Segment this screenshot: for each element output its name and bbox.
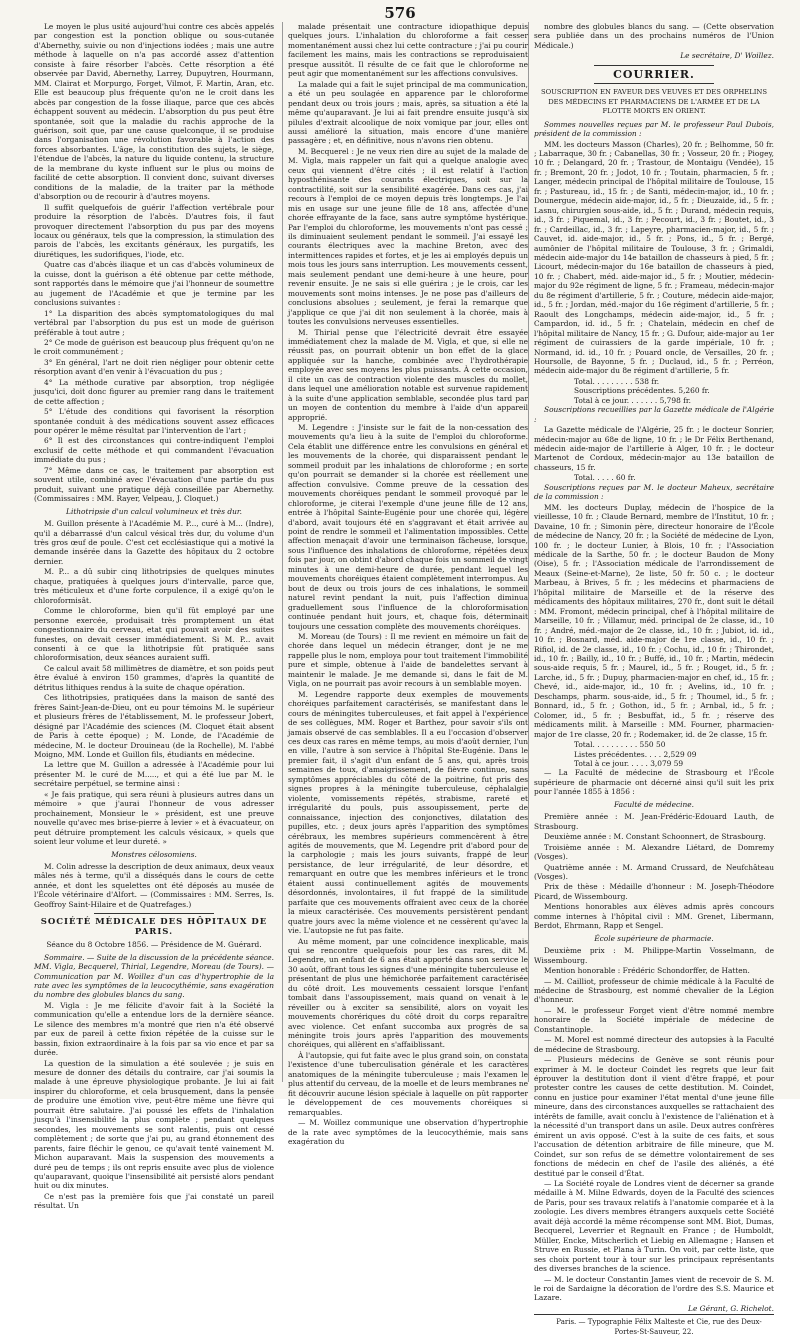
running-total: Total à ce jour. . . . . . . 5,798 fr. [574,395,691,405]
donor-list: MM. les docteurs Masson (Charles), 20 fr. ; Belhomme, 50 fr. ; Labarraque, 30 fr. ; Cabanellas, 30 fr. ; Vosseur, 20 fr. ; Piogey, 10 fr. ; Delangard, 20 fr. ; Trastour, de Montaigu (Vendée), 15 fr. ; Bremont, 20 fr. ; Jodot, 10 fr. ; Toutain, pharmacien, 5 fr. ; Langer, médecin principal de l'hôpital militaire de Toulouse, 15 fr. ; Pastureau, id., 15 fr. ; de Santi, médecin-major, id., 10 fr. ; Dounergue, médecin aide-major, id., 5 fr. ; Dieuzaide, id., 5 fr. ; Lasnu, chirurgien sous-aide, id., 5 fr. ; Durand, médecin requis, id., 3 fr. ; Piquemal, id., 3 fr. ; Pecourt, id., 3 fr. ; Boutet, id., 3 fr. ; Cardeillac, id., 3 fr. ; Lapeyre, pharmacien-major, id., 5 fr. ; Cauvet, id. aide-major, id., 5 fr. ; Pons, id., 5 fr. ; Bergé, aumônier de l'hôpital militaire de Toulouse, 3 fr. ; Grimaldi, médecin aide-major du 14e bataillon de chasseurs à pied, 5 fr. ; Licourt, médecin-major du 16e bataillon de chasseurs à pied, 10 fr. ; Chabert, méd. aide-major id., 5 fr. ; Moutier, médecin-major du 92e régiment de ligne, 5 fr. ; Frameau, médecin-major du 8e régiment d'artillerie, 5 fr. ; Couture, médecin aide-major, id., 5 fr. ; Jordan, méd.-major du 16e régiment d'artillerie, 5 fr. ; Raoult des Longchamps, médecin aide-major, id., 5 fr. ; Campardon, id. id., 5 fr. ; Chatelain, médecin en chef de l'hôpital militaire de Nancy, 15 fr. ; G. Dufour, aide-major au 1er régiment de cuirassiers de la garde impériale, 10 fr. ; Normand, id. id., 10 fr. ; Pouard oncle, de Versailles, 20 fr. ; Hoursolle, de Bayonne, 5 fr. ; Duclaud, id., 5 fr. ; Perréon, médecin aide-major du 8e régiment d'artillerie, 5 fr. [534,139,774,376]
news-item: — M. Morel est nommé directeur des autopsies à la Faculté de médecine de Strasbourg. [534,1035,774,1054]
paragraph: M. Colin adresse la description de deux animaux, deux veaux mâles nés à terme, qu'il a disséqués dans le cours de cette année, et dont les squelettes ont été déposés au musée de l'École vétérinaire d'Alfort. — (Commissaires : MM. Serres, Is. Geoffroy Saint-Hilaire et de Quatrefages.) [34,861,274,909]
conclusion-item: 1° La disparition des abcès symptomatologiques du mal vertébral par l'absorption du pus est un mode de guérison préférable à tout autre ; [34,308,274,337]
paragraph: Comme le chloroforme, bien qu'il fût employé par une personne exercée, produisait très promptement un état congestionnaire du cerveau, etat qui pouvait avoir des suites funestes, on devait cesser immédiatement. Si M. P... avait consenti à ce que la lithotripsie fût pratiquée sans chloroformisation, deux séances auraient suffi. [34,606,274,663]
paragraph: M. Legendre : J'insiste sur le fait de la non-cessation des mouvements qu'a lieu à la suite de l'emploi du chloroforme. Cela établit une différence entre les convulsions en général et les mouvements de la chorée, qui disparaissent pendant le sommeil produit par les inhalations de chloroforme ; en sorte qu'on pourrait se demander si la chorée est réellement une affection convulsive. Comme preuve de la cessation des mouvements choréiques pendant le sommeil provoqué par le chloroforme, je citerai l'exemple d'une jeune fille de 12 ans, entrée à l'hôpital Sainte-Eugénie pour une chorée qui, légère d'abord, avait toujours été en s'aggravant et était arrivée au point de rendre le sommeil et l'alimentation impossibles. Cette affection menaçait d'avoir une terminaison fâcheuse, lorsque, sous l'influence des inhalations de chloroforme, répétées deux fois par jour, on obtint d'abord chaque fois un sommeil de vingt minutes à une demi-heure de durée, pendant lequel les mouvements choréiques étaient complètement interrompus. Au bout de deux ou trois jours de ces inhalations, le sommeil naturel revint pendant la nuit, puis l'affection diminua graduellement sous l'influence de la chloroformisation continuée pendant huit jours, et, chaque fois, déterminait toujours une cessation complète des mouvements choréiques. [288,423,528,631]
paragraph: M. Guillon présente à l'Académie M. P..., curé à M... (Indre), qu'il a débarrassé d'un calcul vésical très dur, du volume d'un très gros œuf de poule. C'est cet ecclésiastique qui a motivé la demande insérée dans la Gazette des hôpitaux du 2 octobre dernier. [34,519,274,566]
column-divider [282,22,283,1082]
session-subtitle: Séance du 8 Octobre 1856. — Présidence de M. Guérard. [46,940,262,950]
news-item: — Plusieurs médecins de Genève se sont réunis pour exprimer à M. le docteur Coindet les regrets que leur fait éprouver la destitution dont il vient d'être frappé, et pour protester contre les causes de cette destitution. M. Coindet, connu en justice pour examiner l'état mental d'une jeune fille mineure, dans des circonstances auxquelles se rattachaient des intérêts de famille, avait conclu à l'existence de l'aliénation et à la nécessité d'un transport dans un asile. Deux autres confrères émirent un avis opposé. C'est à la suite de ces faits, et sous l'accusation de détention arbitraire de fille mineure, que M. Coindet, sur son refus de se démettre volontairement de ses fonctions de médecin en chef de l'asile des aliénés, a été destitué par le conseil d'État. [534,1055,774,1178]
paragraph: Il suffit quelquefois de guérir l'affection vertébrale pour produire la résorption de l'abcès. D'autres fois, il faut provoquer directement l'absorption du pus par des moyens locaux ou généraux, tels que la compression, la stimulation des parois de l'abcès, les excitants généraux, les purgatifs, les diurétiques, les sudorifiques, l'iode, etc. [34,202,274,259]
column-middle [288,22,528,1147]
prize-line: Quatrième année : M. Armand Crussard, de Neufchâteau (Vosges). [534,862,774,881]
subscription-title: SOUSCRIPTION EN FAVEUR DES VEUVES ET DES ORPHELINS DES MÉDECINS ET PHARMACIENS DE L'ARMÉE ET DE LA FLOTTE MORTS EN ORIENT. [540,88,768,116]
prize-line: Deuxième année : M. Constant Schoonnert, de Strasbourg. [544,832,766,842]
paragraph: La question de la simulation a été soulevée ; je suis en mesure de donner des détails du contraire, car j'ai soumis la malade à une épreuve physiologique probante. Je lui ai fait inspirer du chloroforme, et cela brusquement, dans la pensée de produire une émotion vive, peut-être même une fièvre qui pourrait être salutaire. J'ai poussé les effets de l'inhalation jusqu'à l'insensibilité la plus complète ; pendant quelques secondes, les mouvements se sont ralentis, puis ont cessé complètement ; de sorte que j'ai pu, au grand étonnement des parents, faire fléchir le genou, ce qu'avait tenté vainement M. Michon auparavant. Mais la suspension des mouvements a duré peu de temps ; ils ont repris ensuite avec plus de violence qu'auparavant, quoique l'insensibilité ait persisté alors pendant huit ou dix minutes. [34,1058,274,1191]
paragraph: nombre des globules blancs du sang. — (Cette observation sera publiée dans un des prochains numéros de l'Union Médicale.) [534,22,774,50]
prize-line: Prix de thèse : Médaille d'honneur : M. Joseph-Théodore Picard, de Wissembourg. [534,882,774,901]
printer-imprint: Paris. — Typographie Félix Malteste et Cie, rue des Deux-Portes-St-Sauveur, 22. [534,1314,774,1337]
news-item: — M. Cailliot, professeur de chimie médicale à la Faculté de médecine de Strasbourg, est nommé chevalier de la Légion d'honneur. [534,976,774,1005]
signature: Le secrétaire, D' Woillez. [680,51,774,61]
subheading: École supérieure de pharmacie. [594,933,714,943]
donor-list: MM. les docteurs Duplay, médecin de l'hospice de la vieillesse, 10 fr. ; Claude Bernard, membre de l'Institut, 10 fr. ; Davaine, 10 fr. ; Simonin père, directeur honoraire de l'École de médecine de Nancy, 20 fr. ; la Société de médecine de Lyon, 100 fr. ; le docteur Lunier, à Blois, 10 fr. ; l'Association médicale de la Sarthe, 50 fr. ; le docteur Baudon de Mony (Oise), 5 fr. ; l'Association médicale de l'arrondissement de Meaux (Seine-et-Marne), 2e liste, 50 fr. 50 c. ; le docteur Marbeau, à Brives, 5 fr. ; les médecins et pharmaciens de l'hôpital militaire de Marseille et de la réserve des médicaments des hôpitaux militaires, 270 fr., dont suit le détail : MM. Fromont, médecin principal, chef à l'hôpital militaire de Marseille, 10 fr. ; Villamur, méd. principal de 2e classe, id., 10 fr. ; André, méd.-major de 2e classe, id., 10 fr. ; Jubiot, id. id., 10 fr. ; Bosnard, méd. aide-major de 1re classe, id., 10 fr. ; Rifiol, id. de 2e classe, id., 10 fr. ; Cochu, id., 10 fr. ; Thirondet, id., 10 fr. ; Bailly, id., 10 fr. ; Buffé, id., 10 fr. ; Martin, médecin sous-aide requis, 5 fr. ; Maurel, id., 5 fr. ; Rouget, id., 5 fr. ; Larche, id., 5 fr. ; Dupuy, pharmacien-major en chef, id., 15 fr. ; Chevé, id., aide-major, id., 10 fr. ; Avelins, id., 10 fr. ; Deschamps, pharm. sous-aide, id., 5 fr. ; Thoumel, id., 5 fr. ; Bonnard, id., 5 fr. ; Gothon, id., 5 fr. ; Arnbal, id., 5 fr. ; Colomer, id., 5 fr. ; Besbuffat, id., 5 fr. ; réserve des médicaments milit. à Marseille : MM. Fourner, pharmacien-major de 1re classe, 20 fr. ; Rodemaker, id. de 2e classe, 15 fr. [534,502,774,739]
conclusion-item: 4° La méthode curative par absorption, trop négligée jusqu'ici, doit donc figurer au premier rang dans le traitement de cette affection ; [34,377,274,406]
manager-signature: Le Gérant, G. Richelot. [688,1303,774,1313]
paragraph: Quatre cas d'abcès iliaque et un cas d'abcès volumineux de la cuisse, dont la guérison a été obtenue par cette méthode, sont rapportés dans le mémoire que j'ai l'honneur de soumettre au jugement de l'Académie et que je termine par les conclusions suivantes : [34,260,274,308]
running-total: Total à ce jour. . . . . 3,079 59 [574,758,684,768]
paragraph: La malade qui a fait le sujet principal de ma communication, a été un peu soulagée en apparence par le chloroforme pendant deux ou trois jours ; mais, après, sa situation a été la même qu'auparavant. Je lui ai fait prendre ensuite jusqu'à six pilules d'extrait alcoolique de noix vomique par jour, elles ont aussi amélioré la situation, mais encore d'une manière passagère ; et, en définitive, nous n'avons rien obtenu. [288,79,528,146]
paragraph: malade présentait une contracture idiopathique depuis quelques jours. L'inhalation du chloroforme a fait cesser momentanément aussi chez lui cette contracture ; j'ai pu courir facilement les mains, mais les contractions se reproduisaient presque aussitôt. Il résulte de ce fait que le chloroforme ne peut agir que momentanément sur les affections convulsives. [288,22,528,79]
total-line: Total. . . . . . . . . . 550 50 [574,740,666,750]
paragraph: Le moyen le plus usité aujourd'hui contre ces abcès appelés par congestion est la ponction oblique ou sous-cutanée d'Abernethy, suivie ou non d'injections iodées ; mais une autre méthode à laquelle on n'a pas accordé assez d'attention consiste à faire résorber l'abcès. Cette résorption a été observée par David, Abernethy, Larrey, Dupuytren, Hourmann, MM. Clairat et Morpurgo, Forget, Vilmot, F. Martin, Aran, etc. Elle est beaucoup plus fréquente qu'on ne le croit dans les abcès par congestion de la fosse iliaque, parce que ces abcès échappent souvent au médecin. L'absorption du pus peut être spontanée, soit que la maladie du rachis approche de la guérison, soit que, par une cause quelconque, il se produise dans l'organisation une révolution favorable à l'action des forces absorbantes. L'âge, la constitution des sujets, le siège, l'étendue de l'abcès, la nature du liquide contenu, la structure de la membrane du kyste influent sur le plus ou moins de facilité de cette absorption. Il convient donc, suivant diverses conditions de la maladie, de la traiter par la méthode d'absorption ou de recourir à d'autres moyens. [34,22,274,202]
column-left [34,22,274,1212]
previous-total: Souscriptions précédentes. 5,260 fr. [574,386,710,396]
paragraph: M. P... a dû subir cinq lithotripsies de quelques minutes chaque, pratiquées à quelques jours d'intervalle, parce que, très méticuleux et d'une forte corpulence, il a exigé qu'on le chloroformisât. [34,567,274,605]
paragraph: La lettre que M. Guillon a adressée à l'Académie pour lui présenter M. le curé de M....., et qui a été lue par M. le secrétaire perpétuel, se termine ainsi : [34,760,274,789]
donor-list: La Gazette médicale de l'Algérie, 25 fr. ; le docteur Sonrier, médecin-major au 68e de ligne, 10 fr. ; le Dr Félix Berthenand, médecin aide-major de l'artillerie à Alger, 10 fr. ; le docteur Martenot de Cordoux, médecin-major au 13e bataillon de chasseurs, 15 fr. [534,425,774,472]
prize-line: Deuxième prix : M. Philippe-Martin Vosselmann, de Wissembourg. [534,946,774,965]
list-heading: Souscriptions reçues par M. le docteur Maheux, secrétaire de la commission : [534,482,774,502]
list-heading: Souscriptions recueillies par la Gazette médicale de l'Algérie : [534,405,774,424]
list-heading: Sommes nouvelles reçues par M. le professeur Paul Dubois, président de la commission : [534,119,774,139]
paragraph: Au même moment, par une coïncidence inexplicable, mais qui se rencontre quelquefois pour les cas rares, dit M. Legendre, un enfant de 6 ans était apporté dans son service le 30 août, offrant tous les signes d'une méningite tuberculeuse et présentant de plus une hémichorée parfaitement caractérisée du côté droit. Les mouvements cessaient lorsque l'enfant tombait dans l'assoupissement, mais quand on venait à le réveiller ou à exciter sa sensibilité, alors on voyait les mouvements chorériques du côté droit du corps reparaître avec violence. Cet enfant succomba aux progrès de sa méningite trois jours après l'apparition des mouvements choréiques, qui allèrent en s'affaiblissant. [288,936,528,1050]
summary: Sommaire. — Suite de la discussion de la précédente séance. MM. Vigla, Becquerel, Thirial, Legendre, Moreau (de Tours). — Communication par M. Woillez d'un cas d'hypertrophie de la rate avec les symptômes de la leucocythémie, sans exagération du nombre des globules blancs du sang. [34,952,274,1000]
prize-line: Mentions honorables aux élèves admis après concours comme internes à l'hôpital civil : MM. Grenet, Libermann, Berdot, Ehrmann, Rapp et Sengel. [534,902,774,931]
previous-total: Listes précédentes. . . . 2,529 09 [574,749,697,759]
news-item: — M. le professeur Forget vient d'être nommé membre honoraire de la Société impériale de médecine de Constantinople. [534,1005,774,1034]
divider [94,913,214,914]
paragraph: Ce calcul avait 58 millimètres de diamètre, et son poids peut être évalué à environ 150 grammes, d'après la quantité de détritus lithiques rendus à la suite de chaque opération. [34,663,274,692]
paragraph: M. Vigla : Je me félicite d'avoir fait à la Société la communication qu'elle a entendue lors de la dernière séance. Le silence des membres m'a montré que rien n'a été observé par eux de pareil à cette fixion répétée de la cuisse sur le bassin, fixion extraordinaire à la fois par sa vio ence et par sa durée. [34,1000,274,1058]
conclusion-item: 3° En général, l'art ne doit rien négliger pour obtenir cette résorption avant d'en venir à l'évacuation du pus ; [34,357,274,377]
paragraph: M. Legendre rapporte deux exemples de mouvements choréiques parfaitement caractérisés, se manifestant dans le cours de méningites tuberculeuses, et fait appel à l'expérience de ses collègues, MM. Roger et Barthez, pour savoir s'ils ont jamais observé de cas semblables. Il a eu l'occasion d'observer ces deux cas rares en même temps, au mois d'août dernier, l'un en ville, l'autre à son service à l'hôpital Ste-Eugénie. Dans le premier fait, il s'agit d'un enfant de 5 ans, qui, après trois semaines de toux, d'amaigrissement, de fièvre continue, sans symptômes appréciables du côté de la poitrine, fut pris des signes propres à la méningite tuberculeuse, céphalalgie violente, vomissements répétés, strabisme, rareté et irrégularité du pouls, puis assoupissement, perte de connaissance, injection des conjonctives, dilatation des pupilles, etc. ; deux jours après l'apparition des symptômes cérébraux, les membres supérieurs commencèrent à être agités de mouvements, que M. Legendre prit d'abord pour de la carphologie ; mais les jours suivants, frappé de leur persistance, de leur irrégularité, de leur désordre, et remarquant en outre que les membres inférieurs et le tronc étaient aussi continuellement agités de mouvements désordonnés, involontaires, il fut frappé de la similitude parfaite que ces mouvements offraient avec ceux de la chorée la mieux caractérisée. Ces mouvements persistèrent pendant quatre jours avec la même violence et ne cessèrent qu'avec la vie. L'autopsie ne fut pas faite. [288,689,528,936]
paragraph: — La Faculté de médecine de Strasbourg et l'École supérieure de pharmacie ont décerné ainsi qu'il suit les prix pour l'année 1855 à 1856 : [534,768,774,797]
news-item: — La Société royale de Londres vient de décerner sa grande médaille à M. Milne Edwards, doyen de la Faculté des sciences de Paris, pour ses travaux relatifs à l'anatomie comparée et à la zoologie. Les divers membres étrangers auxquels cette Société avait déjà accordé la même récompense sont MM. Biot, Dumas, Becquerel, Leverrier et Regnault en France ; de Humboldt, Müller, Encke, Mitscherlich et Liebig en Allemagne ; Hansen et Struve en Russie, et Plana à Turin. On voit, par cette liste, que ses choix portent tour à tour sur les principaux représentants des diverses branches de la science. [534,1179,774,1274]
paragraph: M. Moreau (de Tours) : Il me revient en mémoire un fait de chorée dans lequel un médecin étranger, dont je ne me rappelle plus le nom, employa pour tout traitement l'immobilité pure et simple, obtenue à l'aide de bandelettes servant à maintenir le malade. Je me demande si, dans le fait de M. Vigla, on ne pourrait pas avoir recours à un semblable moyen. [288,632,528,689]
conclusion-item: 6° Il est des circonstances qui contre-indiquent l'emploi exclusif de cette méthode et qui commandent l'évacuation immédiate du pus ; [34,436,274,465]
paragraph: — M. Woillez communique une observation d'hypertrophie de la rate avec symptômes de la leucocythémie, mais sans exagération du [288,1118,528,1147]
conclusion-item: 2° Ce mode de guérison est beaucoup plus fréquent qu'on ne le croit communément ; [34,337,274,357]
news-item: — M. le docteur Constantin James vient de recevoir de S. M. le roi de Sardaigne la décoration de l'ordre des S.S. Maurice et Lazare. [534,1274,774,1303]
prize-line: Troisième année : M. Alexandre Liétard, de Domremy (Vosges). [534,842,774,862]
prize-line: Première année : M. Jean-Frédéric-Edouard Lauth, de Strasbourg. [534,812,774,831]
page-number: 576 [384,4,416,22]
paragraph: Ces lithotripsies, pratiquées dans la maison de santé des frères Saint-Jean-de-Dieu, ont eu pour témoins M. le supérieur et plusieurs frères de l'établissement, M. le professeur Jobert, désigné par l'Académie des sciences (M. Cloquet était absent de Paris à cette époque) ; M. Londe, de l'Académie de médecine, M. le docteur Drouineau (de la Rochelle), M. l'abbé Moigno, MM. Londe et Guillon fils, étudiants en médecine. [34,693,274,759]
paragraph: À l'autopsie, qui fut faite avec le plus grand soin, on constata l'existence d'une tuberculisation générale et les caractères anatomiques de la méningite tuberculeuse ; mais l'examen le plus attentif du cerveau, de la moelle et de leurs membranes ne fit découvrir aucune lésion spéciale à laquelle on pût rapporter le développement de ces mouvements choréiques si remarquables. [288,1050,528,1117]
subheading: Faculté de médecine. [614,799,694,809]
paragraph: M. Thirial pense que l'électricité devrait être essayée immédiatement chez la malade de M. Vigla, et que, si elle ne réussit pas, on pourrait obtenir un bon effet de la glace appliquée sur la hanche, combinée avec l'hydrothérapie employée avec ses moyens les plus puissants. À cette occasion, il cite un cas de contraction violente des muscles du mollet, dans lequel une amélioration notable est survenue rapidement à la suite d'une application semblable, secondée plus tard par un moyen de contention du membre à l'aide d'un appareil approprié. [288,327,528,422]
courrier-heading: COURRIER. [613,67,695,81]
total-line: Total. . . . . 60 fr. [574,473,636,483]
prize-line: Mention honorable : Frédéric Schondorffer, de Hatten. [544,966,750,976]
conclusion-item: 5° L'étude des conditions qui favorisent la résorption spontanée conduit à des médications souvent assez efficaces pour opérer le même résultat par l'intervention de l'art ; [34,407,274,436]
divider [594,83,714,84]
divider [594,65,714,66]
section-heading: Lithotripsie d'un calcul volumineux et très dur. [66,506,242,516]
society-title: SOCIÉTÉ MÉDICALE DES HÔPITAUX DE PARIS. [40,917,268,937]
paragraph: M. Becquerel : Je ne veux rien dire au sujet de la malade de M. Vigla, mais rappeler un fait qui a quelque analogie avec ceux qui viennent d'être cités ; il est relatif à l'action hyposthénisante des courants électriques, soit sur la contractilité, soit sur la sensibilité exagérée. Dans ces cas, j'ai recours à l'emploi de ce moyen depuis très longtemps. Je l'ai mis en usage sur une jeune fille de 18 ans, affectée d'une chorée effrayante de la face, sans autre symptôme hystérique. Par l'emploi du chloroforme, les mouvements n'ont pas cessé ; ils diminuaient seulement pendant le sommeil. J'ai essayé les courants électriques avec la machine Breton, avec des intermittences rapides et fortes, et je les ai employés depuis un mois tous les jours sans interruption. Les mouvements cessent, mais seulement pendant une demi-heure à une heure, pour revenir ensuite. Je ne sais si elle guérira ; je le crois, car les mouvements sont moins intenses. Je ne pose pas d'ailleurs de conclusions absolues ; seulement, je ferai la remarque que j'applique ce que j'ai dit non seulement à la chorée, mais à toutes les convulsions nerveuses essentielles. [288,146,528,327]
section-heading: Monstres célosomiens. [111,849,197,859]
column-right [534,22,774,1338]
quotation: « Je fais pratique, qui sera réuni à plusieurs autres dans un mémoire » que j'aurai l'honneur de vous adresser prochainement, Monsieur le » président, est une preuve nouvelle qu'avec mes brise-pierre à levier » et à évacuateur, on peut détruire promptement les calculs vésicaux, » quels que soient leur volume et leur dureté. » [34,789,274,847]
total-line: Total. . . . . . . . . 538 fr. [574,376,660,386]
conclusion-item: 7° Même dans ce cas, le traitement par absorption est souvent utile, combiné avec l'évacuation d'une partie du pus produit, suivant une pratique déjà conseillée par Abernethy. (Commissaires : MM. Rayer, Velpeau, J. Cloquet.) [34,465,274,504]
column-divider [528,22,529,1082]
paragraph: Ce n'est pas la première fois que j'ai constaté un pareil résultat. Un [34,1191,274,1211]
